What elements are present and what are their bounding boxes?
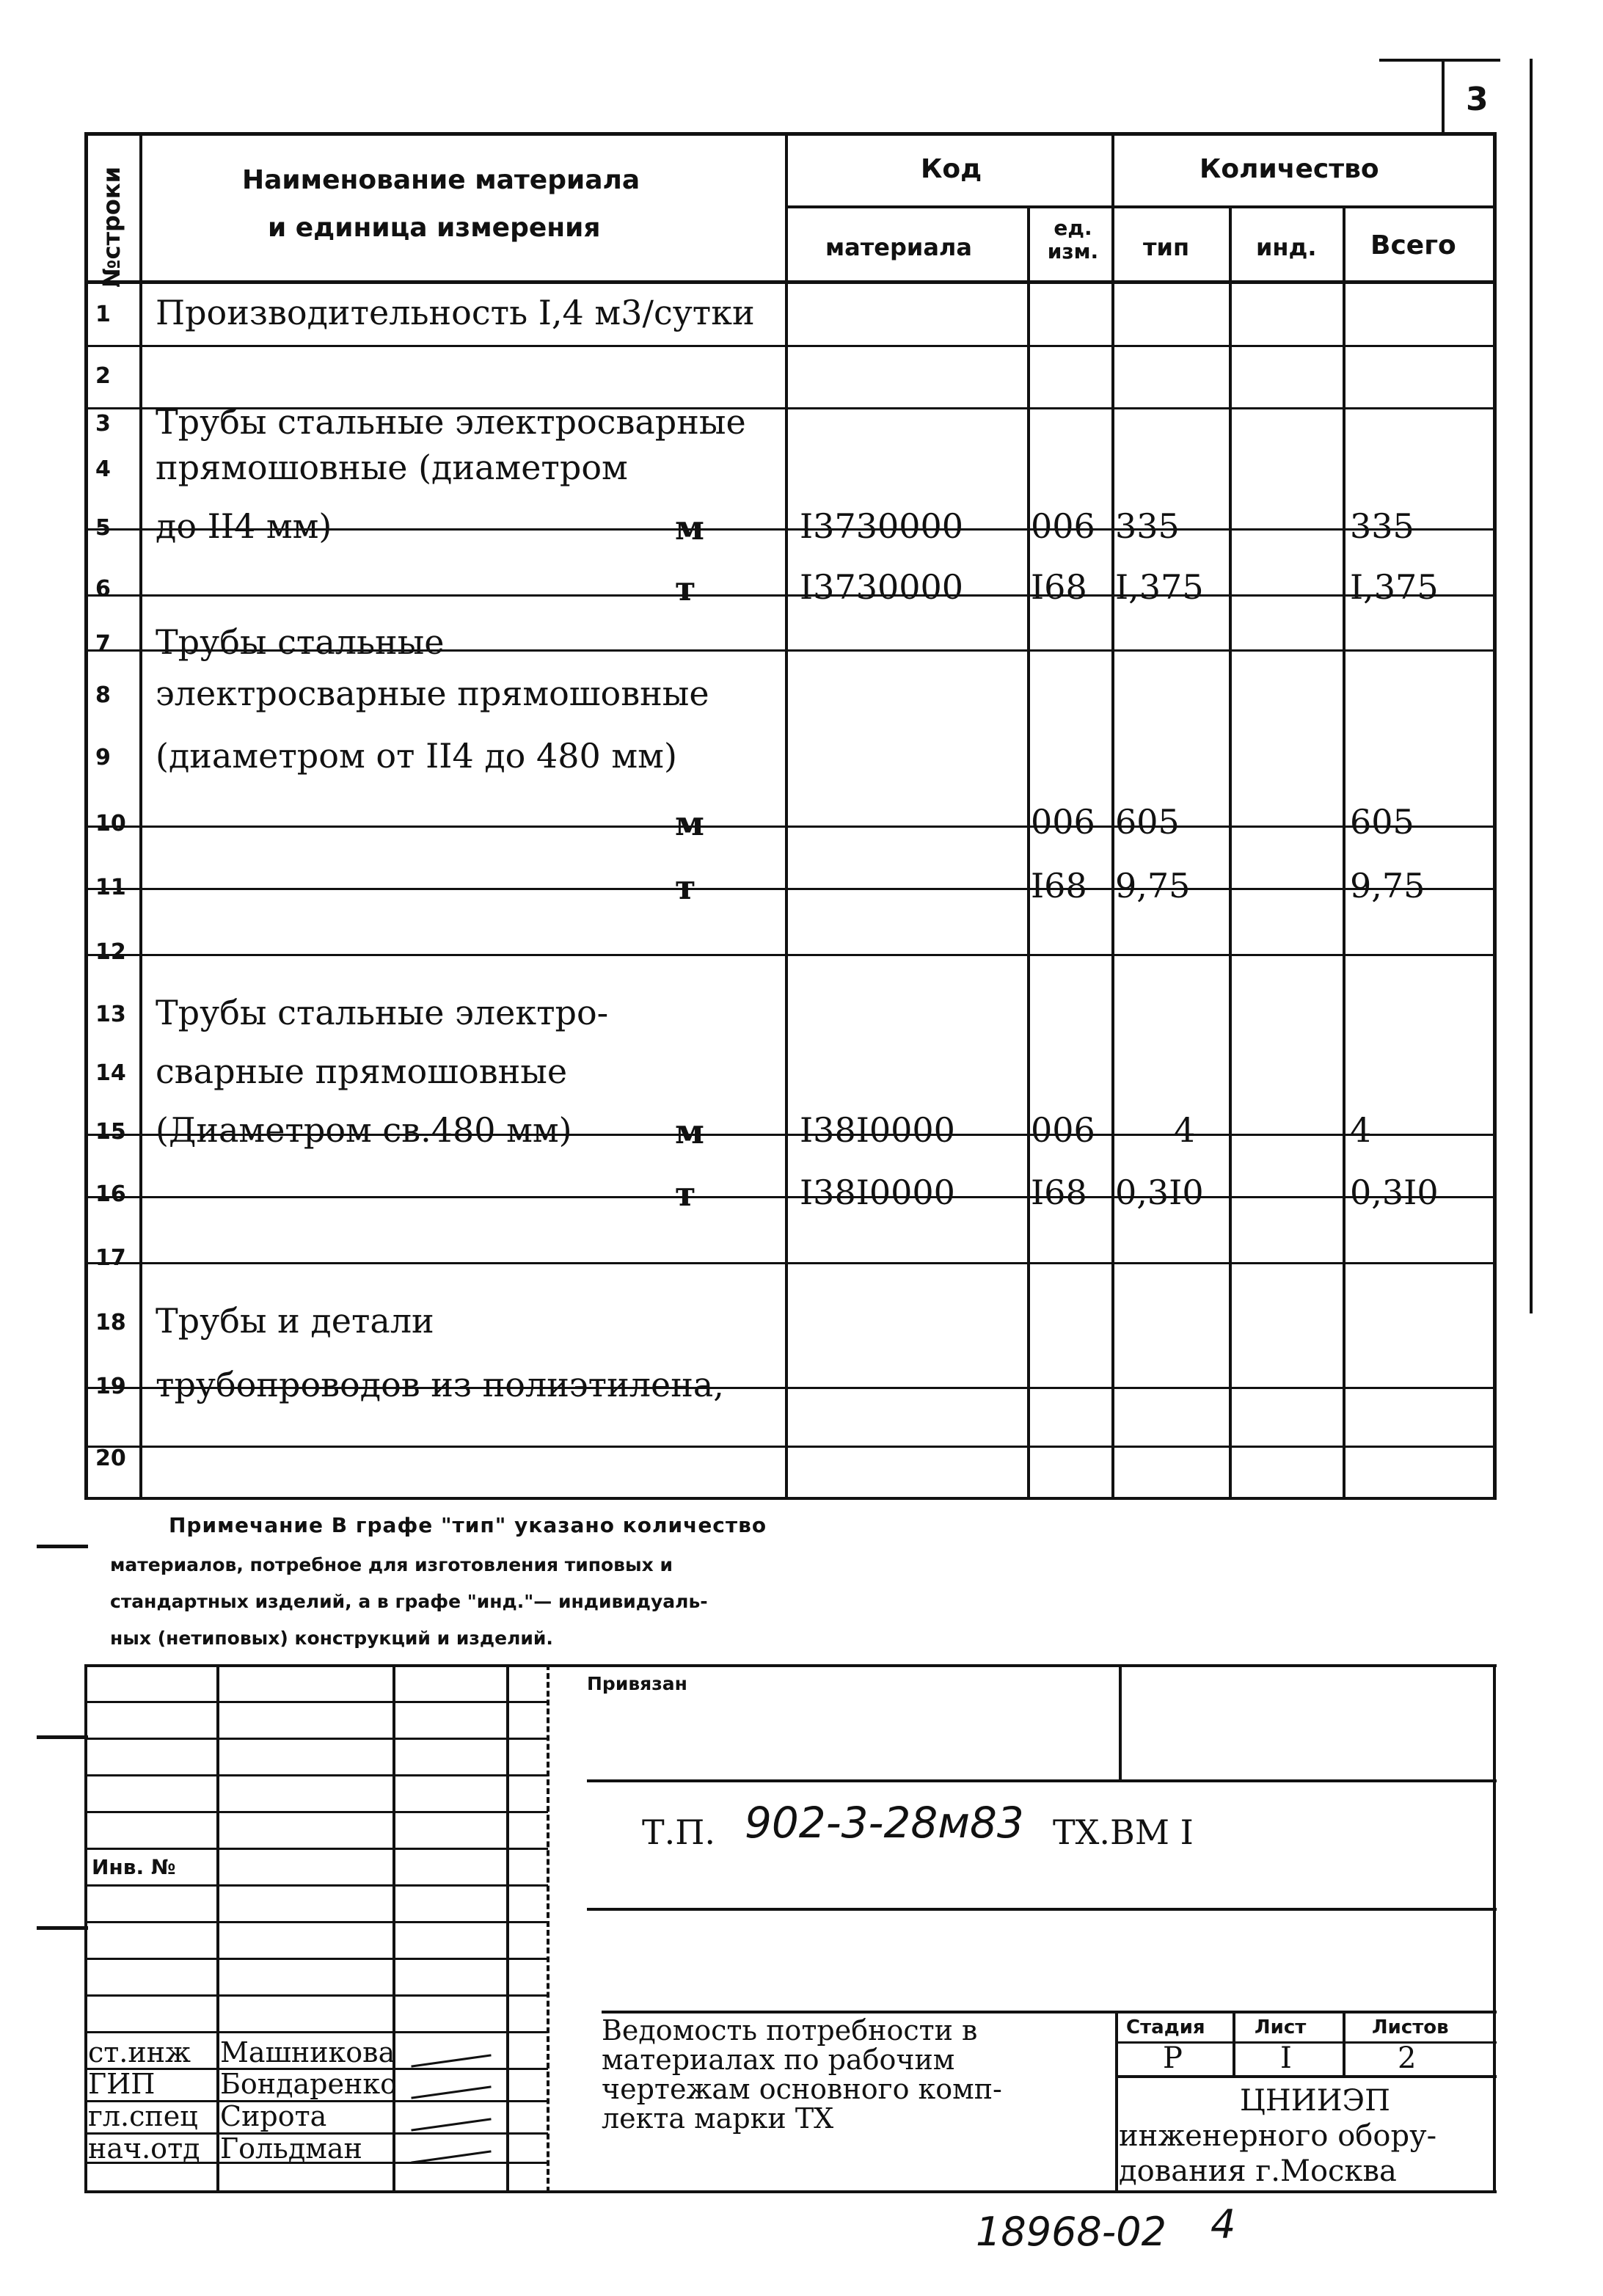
material-code: I38I0000 <box>800 1109 955 1150</box>
material-name: трубопроводов из полиэтилена, <box>156 1365 724 1404</box>
staff-role: нач.отд <box>88 2132 200 2165</box>
titleblock-bottom <box>84 2190 1497 2193</box>
doc-description-line: Ведомость потребности в <box>602 2014 978 2047</box>
footer-page: 4 <box>1211 2201 1236 2248</box>
row-number: 11 <box>95 875 126 900</box>
staff-role: ГИП <box>88 2068 156 2100</box>
header-code-unit: ед. изм. <box>1047 216 1099 263</box>
doc-number: 902-3-28м83 <box>745 1798 1024 1848</box>
qty-total: I,375 <box>1350 566 1439 607</box>
unit: т <box>675 568 696 608</box>
tb-grid-line <box>84 1884 548 1887</box>
tb-vline-stage <box>1115 2011 1118 2193</box>
row-number: 20 <box>95 1445 126 1471</box>
footer-number: 18968-02 <box>976 2209 1166 2255</box>
qty-total: 0,3I0 <box>1350 1172 1439 1212</box>
header-code: Код <box>921 154 982 184</box>
table-right-border <box>1493 132 1497 1497</box>
row-number: 9 <box>95 744 111 770</box>
staff-role: гл.спец <box>88 2100 198 2132</box>
tb-grid-line <box>84 2031 548 2033</box>
row-separator <box>84 888 1497 890</box>
header-name-line1: Наименование материала <box>242 165 640 195</box>
staff-name: Машникова <box>220 2036 395 2069</box>
tb-grid-line <box>84 1921 548 1923</box>
header-bottom-line <box>84 280 1497 284</box>
sheets-label: Листов <box>1372 2016 1449 2038</box>
material-name: (диаметром от II4 до 480 мм) <box>156 735 677 776</box>
note-line-2: материалов, потребное для изготовления типовых и <box>110 1554 673 1575</box>
header-qty-type: тип <box>1143 233 1190 261</box>
row-number: 16 <box>95 1181 126 1207</box>
margin-tick-1 <box>37 1545 88 1548</box>
stage-label: Стадия <box>1126 2016 1205 2038</box>
material-name: (Диаметром св.480 мм) <box>156 1109 572 1150</box>
row-number: 1 <box>95 301 111 327</box>
material-code: I3730000 <box>800 506 964 546</box>
unit-code: I68 <box>1031 566 1087 607</box>
unit: т <box>675 1173 696 1214</box>
unit-code: 006 <box>1031 506 1095 546</box>
qty-type: 4 <box>1174 1109 1196 1150</box>
material-name: Трубы стальные электро- <box>156 992 609 1032</box>
row-number: 7 <box>95 630 111 657</box>
material-name: Трубы стальные электросварные <box>156 401 746 442</box>
row-separator <box>84 594 1497 597</box>
tb-grid-line <box>84 1701 548 1703</box>
margin-tick-2 <box>37 1735 88 1739</box>
tb-hline-desc-top <box>602 2011 1497 2013</box>
staff-name: Гольдман <box>220 2132 362 2165</box>
material-code: I3730000 <box>800 566 964 607</box>
doc-description-line: лекта марки ТХ <box>602 2102 834 2135</box>
doc-prefix: Т.П. <box>642 1812 716 1852</box>
row-number: 10 <box>95 810 126 837</box>
titleblock-top <box>84 1664 1497 1667</box>
material-name: Производительность I,4 м3/сутки <box>156 292 755 332</box>
header-qty-ind: инд. <box>1256 233 1317 261</box>
note-line-1: Примечание В графе "тип" указано количество <box>169 1513 767 1537</box>
col-line-unit <box>1111 132 1114 1497</box>
qty-total: 605 <box>1350 801 1414 842</box>
header-code-material: материала <box>825 233 972 261</box>
staff-role: ст.инж <box>88 2036 191 2069</box>
tb-grid-line <box>84 1738 548 1740</box>
tb-vline-2 <box>392 1664 395 2193</box>
material-name: электросварные прямошовные <box>156 673 709 713</box>
row-separator <box>84 826 1497 828</box>
sheets-value: 2 <box>1398 2041 1417 2075</box>
titleblock-right <box>1493 1664 1496 2193</box>
tb-grid-line <box>84 1958 548 1960</box>
row-number: 19 <box>95 1374 126 1399</box>
material-name: до II4 мм) <box>156 506 332 546</box>
row-number: 3 <box>95 410 111 437</box>
tb-hline-stage-value <box>1115 2075 1497 2078</box>
qty-type: 0,3I0 <box>1115 1172 1204 1212</box>
staff-name: Сирота <box>220 2100 327 2132</box>
tb-vline-1 <box>216 1664 219 2193</box>
note-line-4: ных (нетиповых) конструкций и изделий. <box>110 1628 553 1649</box>
page-box-right <box>1530 59 1533 132</box>
tb-grid-line <box>84 1848 548 1850</box>
tb-grid-line <box>84 1811 548 1813</box>
header-row-number: №строки <box>98 166 125 288</box>
row-number: 2 <box>95 362 111 389</box>
privyazan-label: Привязан <box>587 1673 687 1694</box>
tb-hline-doc-bottom <box>587 1908 1497 1911</box>
unit: м <box>675 1111 704 1151</box>
row-number: 15 <box>95 1118 126 1145</box>
table-left-border <box>84 132 88 1497</box>
material-name: сварные прямошовные <box>156 1051 568 1091</box>
doc-description-line: материалах по рабочим <box>602 2044 955 2076</box>
col-line-code <box>1027 205 1030 1497</box>
unit: т <box>675 867 696 907</box>
col-line-ind <box>1343 205 1345 1497</box>
qty-total: 335 <box>1350 506 1414 546</box>
qty-total: 4 <box>1350 1109 1372 1150</box>
row-separator <box>84 954 1497 956</box>
qty-type: 335 <box>1115 506 1180 546</box>
tb-dashed-line <box>547 1664 549 2193</box>
row-number: 14 <box>95 1060 126 1086</box>
signature-mark <box>411 2054 491 2067</box>
unit-code: I68 <box>1031 866 1087 905</box>
material-name: Трубы и детали <box>156 1300 434 1341</box>
col-line-tip <box>1229 205 1232 1497</box>
col-line-row <box>139 132 142 1497</box>
tb-vline-3 <box>506 1664 509 2193</box>
row-number: 4 <box>95 456 111 482</box>
qty-type: I,375 <box>1115 566 1204 607</box>
org-line-1: ЦНИИЭП <box>1240 2084 1391 2118</box>
tb-grid-line <box>84 1994 548 1997</box>
note-line-3: стандартных изделий, а в графе "инд."— индивидуаль- <box>110 1591 708 1612</box>
page-number: 3 <box>1466 81 1489 118</box>
unit: м <box>675 508 704 547</box>
header-quantity: Количество <box>1199 154 1379 184</box>
signature-mark <box>411 2085 491 2099</box>
material-name: Трубы стальные <box>156 622 445 662</box>
row-separator <box>84 1196 1497 1198</box>
margin-tick-3 <box>37 1926 88 1930</box>
row-separator <box>84 1446 1497 1448</box>
staff-name: Бондаренко <box>220 2068 397 2100</box>
row-separator <box>84 345 1497 347</box>
header-name-line2: и единица измерения <box>268 213 601 243</box>
org-line-2: инженерного обору- <box>1119 2119 1437 2153</box>
material-code: I38I0000 <box>800 1172 955 1212</box>
table-bottom-line <box>84 1497 1497 1500</box>
page-box-top <box>1379 59 1500 62</box>
inventory-number-label: Инв. № <box>92 1855 176 1879</box>
unit: м <box>675 803 704 843</box>
unit-code: 006 <box>1031 801 1095 842</box>
row-number: 17 <box>95 1245 126 1271</box>
sheet-label: Лист <box>1255 2016 1307 2038</box>
header-mid-line <box>785 205 1497 208</box>
row-number: 12 <box>95 939 126 965</box>
tb-hline-doc-top <box>587 1779 1497 1782</box>
table-top-border <box>84 132 1497 136</box>
row-number: 13 <box>95 1001 126 1027</box>
unit-code: 006 <box>1031 1109 1095 1150</box>
row-number: 5 <box>95 515 111 541</box>
tb-vline-privyazan <box>1119 1664 1122 1782</box>
qty-total: 9,75 <box>1350 866 1425 905</box>
row-number: 18 <box>95 1309 126 1335</box>
tb-grid-line <box>84 1774 548 1776</box>
right-margin-line <box>1530 132 1533 1313</box>
org-line-3: дования г.Москва <box>1119 2154 1397 2188</box>
qty-type: 9,75 <box>1115 866 1191 905</box>
header-qty-total: Всего <box>1370 230 1456 260</box>
doc-description-line: чертежам основного комп- <box>602 2073 1002 2105</box>
qty-type: 605 <box>1115 801 1180 842</box>
signature-mark <box>411 2118 491 2131</box>
page-box-left <box>1442 59 1445 132</box>
doc-suffix: ТХ.ВМ I <box>1053 1812 1194 1852</box>
row-separator <box>84 1262 1497 1264</box>
sheet-value: I <box>1280 2041 1292 2075</box>
col-line-name <box>785 132 788 1497</box>
material-name: прямошовные (диаметром <box>156 448 628 487</box>
row-number: 6 <box>95 575 111 602</box>
row-number: 8 <box>95 682 111 708</box>
unit-code: I68 <box>1031 1172 1087 1212</box>
stage-value: Р <box>1163 2041 1183 2075</box>
